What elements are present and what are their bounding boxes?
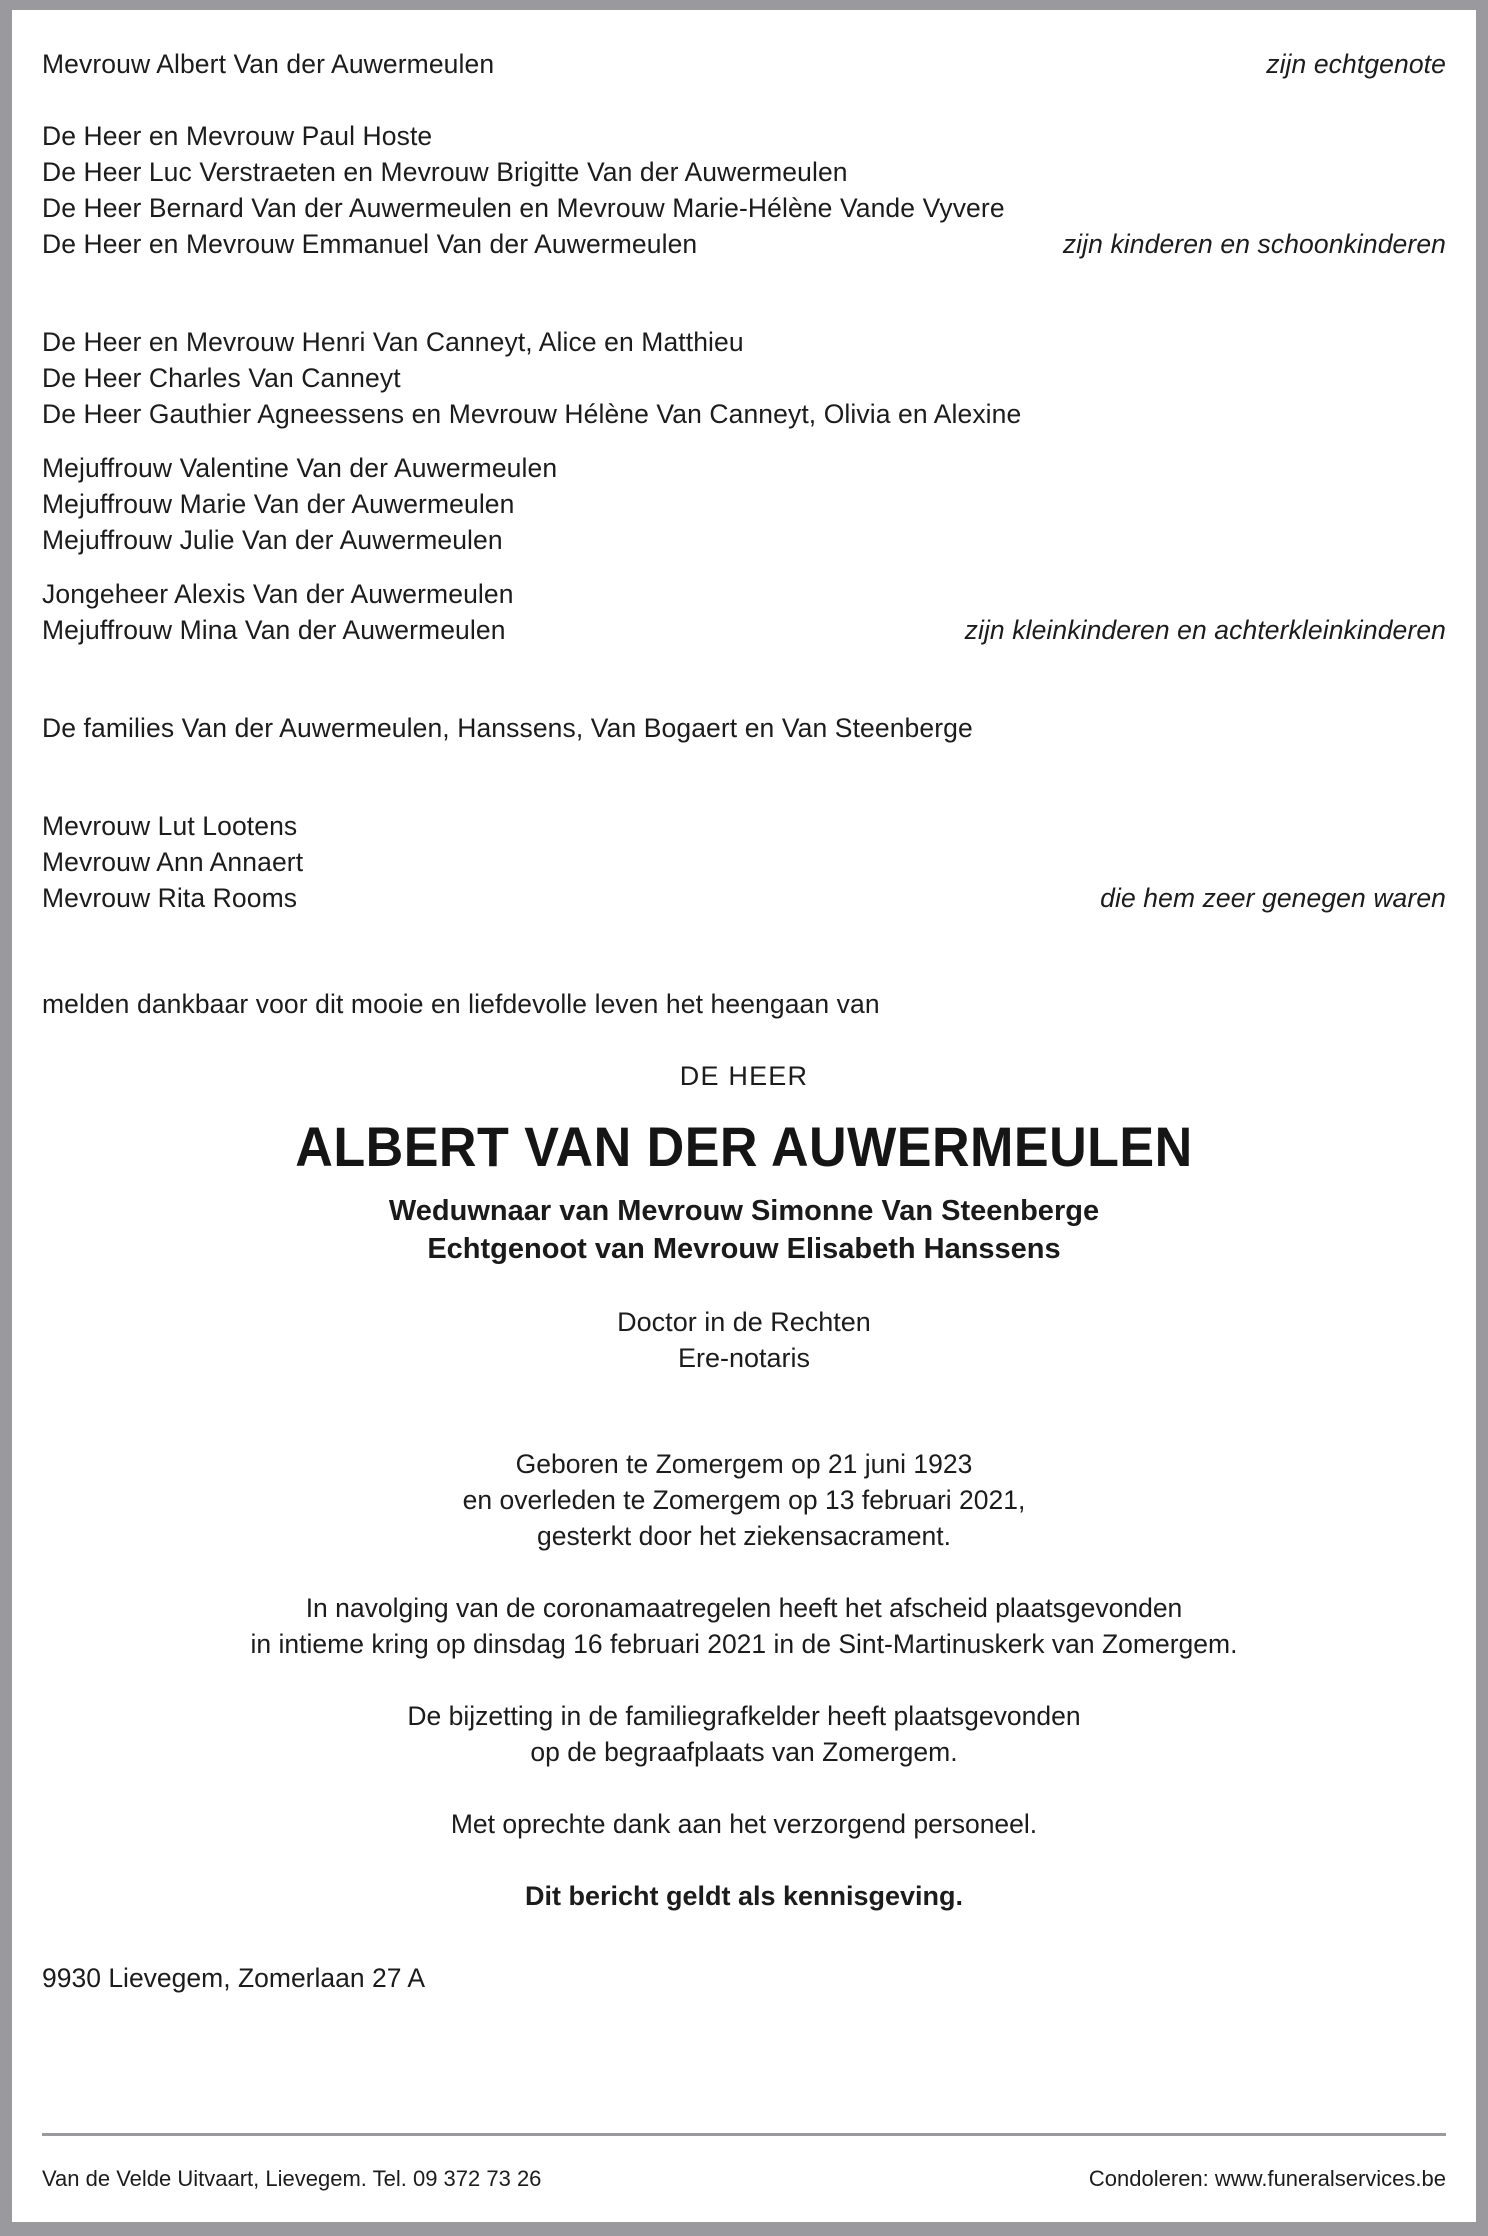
spacer-before-name [42,1094,1446,1112]
ceremony-line-2: in intieme kring op dinsdag 16 februari 2021 in de Sint-Martinuskerk van Zomergem. [250,1629,1238,1659]
children-line-4: De Heer en Mevrouw Emmanuel Van der Auwermeulen [42,229,698,259]
thanks-line: Met oprechte dank aan het verzorgend personeel. [450,1809,1038,1839]
deceased-name: ALBERT VAN DER AUWERMEULEN [295,1115,1193,1178]
spouse-row [42,46,1446,82]
grandchildren-relation: zijn kleinkinderen en achterkleinkinderen [964,615,1446,645]
children-line-1: De Heer en Mevrouw Paul Hoste [42,121,433,151]
title-line-2: Ere-notaris [677,1343,811,1373]
announcement-card [12,10,1476,2222]
spacer-before-dates-2 [42,1428,1446,1446]
grandchild-c-line-2-row [42,612,1446,648]
footer-separator [42,2133,1446,2136]
spacer-before-ceremony [42,1554,1446,1590]
spacer-before-address [42,1914,1446,1950]
spacer-before-families-2 [42,700,1446,710]
children-relation: zijn kinderen en schoonkinderen [1062,229,1446,259]
spacer-before-intro-2 [42,968,1446,986]
spacer-before-friends-2 [42,798,1446,808]
grandchild-c-line-2: Mejuffrouw Mina Van der Auwermeulen [42,615,506,645]
friends-line-2: Mevrouw Ann Annaert [42,847,304,877]
spacer-after-spouse [42,82,1446,118]
children-line-4-row [42,226,1446,262]
kennisgeving-notice: Dit bericht geldt als kennisgeving. [524,1881,964,1911]
burial-line-1: De bijzetting in de familiegrafkelder heeft plaatsgevonden [407,1701,1081,1731]
spacer-before-dates [42,1376,1446,1428]
announcement-intro: melden dankbaar voor dit mooie en liefdevolle leven het heengaan van [42,989,880,1019]
ceremony-line-1: In navolging van de coronamaatregelen heeft het afscheid plaatsgevonden [305,1593,1183,1623]
announcement-content [12,10,1476,2222]
grandchild-c-line-1: Jongeheer Alexis Van der Auwermeulen [42,579,514,609]
title-line-1: Doctor in de Rechten [617,1307,871,1337]
spacer-before-burial [42,1662,1446,1698]
grandchild-a-line-1: De Heer en Mevrouw Henri Van Canneyt, Alice en Matthieu [42,327,744,357]
husband-line: Echtgenoot van Mevrouw Elisabeth Hanssens [427,1233,1061,1265]
grandchild-b-line-1: Mejuffrouw Valentine Van der Auwermeulen [42,453,558,483]
children-line-3: De Heer Bernard Van der Auwermeulen en Mevrouw Marie-Hélène Vande Vyvere [42,193,1005,223]
honorific: DE HEER [679,1061,809,1091]
spacer-before-families [42,648,1446,700]
death-line: en overleden te Zomergem op 13 februari 2021, [462,1485,1026,1515]
children-line-2: De Heer Luc Verstraeten en Mevrouw Brigitte Van der Auwermeulen [42,157,848,187]
spouse-name: Mevrouw Albert Van der Auwermeulen [42,49,495,79]
spacer-before-notice [42,1842,1446,1878]
grandchild-a-line-2: De Heer Charles Van Canneyt [42,363,401,393]
spacer-before-friends [42,746,1446,798]
spacer-top [42,10,1446,46]
friends-line-3: Mevrouw Rita Rooms [42,883,298,913]
address-line: 9930 Lievegem, Zomerlaan 27 A [42,1963,426,1993]
spacer-before-intro [42,916,1446,968]
footer-condolences-link[interactable]: Condoleren: www.funeralservices.be [1088,2166,1446,2191]
footer-funeral-home: Van de Velde Uitvaart, Lievegem. Tel. 09 372 73 26 [42,2166,542,2191]
footer [42,2164,1446,2194]
spacer-before-deheer [42,1022,1446,1058]
spacer-grandchild-b-c [42,558,1446,576]
birth-line: Geboren te Zomergem op 21 juni 1923 [515,1449,973,1479]
widower-line: Weduwnaar van Mevrouw Simonne Van Steenberge [388,1195,1100,1227]
friends-line-1: Mevrouw Lut Lootens [42,811,298,841]
friends-line-3-row [42,880,1446,916]
spacer-before-address-2 [42,1950,1446,1960]
spacer-before-spouse-lines [42,1182,1446,1192]
spacer-before-thanks [42,1770,1446,1806]
grandchild-a-line-3: De Heer Gauthier Agneessens en Mevrouw Hélène Van Canneyt, Olivia en Alexine [42,399,1022,429]
spacer-grandchild-a-b [42,432,1446,450]
spacer-after-children-2 [42,314,1446,324]
spacer-after-children [42,262,1446,314]
spouse-relation: zijn echtgenote [1266,49,1446,79]
burial-line-2: op de begraafplaats van Zomergem. [530,1737,958,1767]
grandchild-b-line-3: Mejuffrouw Julie Van der Auwermeulen [42,525,503,555]
families-line: De families Van der Auwermeulen, Hanssens, Van Bogaert en Van Steenberge [42,713,973,743]
spacer-before-titles [42,1268,1446,1304]
sacrament-line: gesterkt door het ziekensacrament. [537,1521,951,1551]
grandchild-b-line-2: Mejuffrouw Marie Van der Auwermeulen [42,489,515,519]
friends-relation: die hem zeer genegen waren [1100,883,1446,913]
